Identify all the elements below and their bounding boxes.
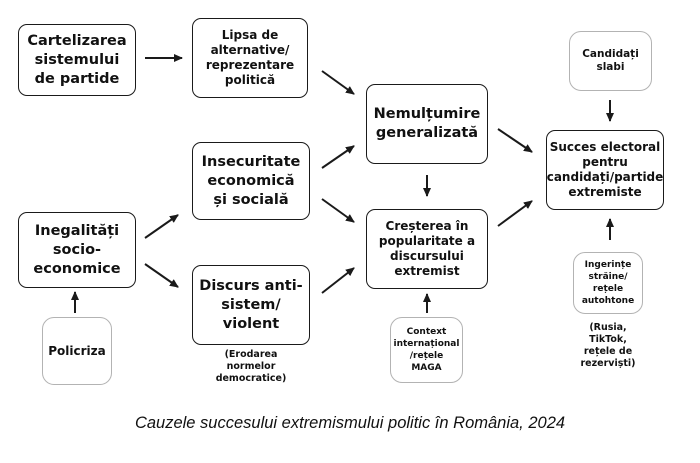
node-insecuritate: Insecuritate economică și socială <box>192 142 310 220</box>
node-candidati-slabi: Candidați slabi <box>569 31 652 91</box>
arrow-discurs-to-crestere <box>322 268 354 293</box>
node-nemultumire: Nemulțumire generalizată <box>366 84 488 164</box>
note-rusia: (Rusia, TikTok, rețele de rezerviști) <box>580 322 636 369</box>
node-discurs: Discurs anti- sistem/ violent <box>192 265 310 345</box>
figure-caption: Cauzele succesului extremismului politic în România, 2024 <box>134 414 566 432</box>
arrow-inegalitati-to-insecuritate <box>145 215 178 238</box>
node-succes: Succes electoral pentru candidați/partide extremiste <box>546 130 664 210</box>
node-crestere: Creșterea în popularitate a discursului extremist <box>366 209 488 289</box>
node-cartelizare: Cartelizarea sistemului de partide <box>18 24 136 96</box>
node-lipsa: Lipsa de alternative/ reprezentare politică <box>192 18 308 98</box>
arrow-insecuritate-to-nemultumire <box>322 146 354 168</box>
node-ingerinte: Ingerințe străine/ rețele autohtone <box>573 252 643 314</box>
node-context: Context internațional /rețele MAGA <box>390 317 463 383</box>
node-inegalitati: Inegalități socio- economice <box>18 212 136 288</box>
note-erodarea: (Erodarea normelor democratice) <box>215 349 287 384</box>
arrow-inegalitati-to-discurs <box>145 264 178 287</box>
arrow-insecuritate-to-crestere <box>322 199 354 222</box>
arrow-nemultumire-to-succes <box>498 129 532 152</box>
node-policriza: Policriza <box>42 317 112 385</box>
arrow-crestere-to-succes <box>498 201 532 226</box>
arrow-lipsa-to-nemultumire <box>322 71 354 94</box>
